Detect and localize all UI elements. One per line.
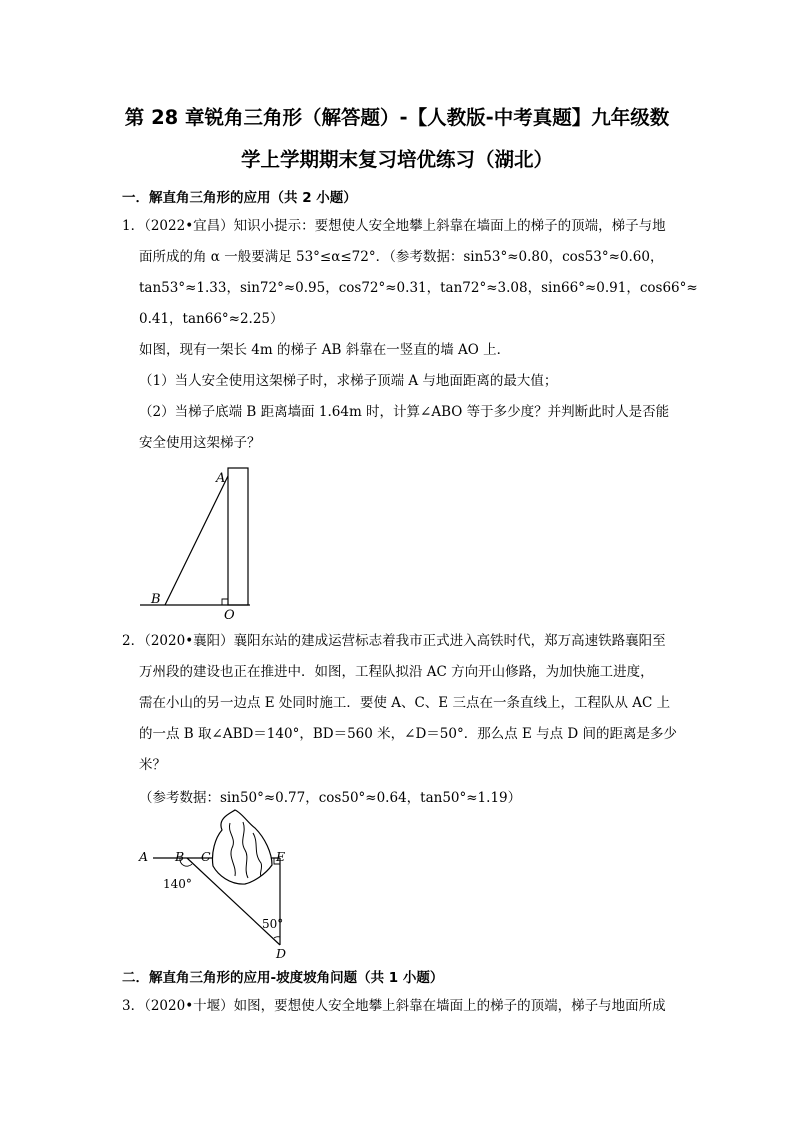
angle-arc-50 <box>274 937 280 938</box>
doc-title-line-1: 第 28 章锐角三角形（解答题）-【人教版-中考真题】九年级数 <box>124 106 670 129</box>
angle-label-50: 50° <box>262 917 284 931</box>
problem1-line: 1．（2022•宜昌）知识小提示：要想使人安全地攀上斜靠在墙面上的梯子的顶端，梯子与地 <box>122 218 666 234</box>
problem3-line: 3．（2020•十堰）如图，要想使人安全地攀上斜靠在墙面上的梯子的顶端，梯子与地面所成 <box>122 998 666 1014</box>
problem1-line: tan53°≈1.33，sin72°≈0.95，cos72°≈0.31，tan72°≈3.08，sin66°≈0.91，cos66°≈ <box>139 280 698 296</box>
label-b: B <box>151 592 161 607</box>
problem1-line: （1）当人安全使用这架梯子时，求梯子顶端 A 与地面距离的最大值； <box>139 373 558 389</box>
label-d: D <box>276 946 287 961</box>
section-heading-2: 二．解直角三角形的应用-坡度坡角问题（共 1 小题） <box>122 970 444 986</box>
label-o: O <box>224 608 235 622</box>
mountain-road-figure <box>135 808 295 963</box>
wall <box>228 468 248 605</box>
doc-title-line-2: 学上学期期末复习培优练习（湖北） <box>240 148 553 171</box>
problem2-line: 2．（2020•襄阳）襄阳东站的建成运营标志着我市正式进入高铁时代，郑万高速铁路襄阳至 <box>122 633 666 649</box>
label-a: A <box>216 471 226 486</box>
problem2-line: 米？ <box>139 757 166 773</box>
problem1-line: （2）当梯子底端 B 距离墙面 1.64m 时，计算∠ABO 等于多少度？并判断此时人是否能 <box>139 404 670 420</box>
angle-label-140: 140° <box>163 877 192 891</box>
problem2-line: 需在小山的另一边点 E 处同时施工．要使 A、C、E 三点在一条直线上，工程队从 AC 上 <box>139 695 671 711</box>
ladder-wall-figure <box>135 462 265 622</box>
mountain-outline <box>212 810 272 884</box>
problem1-line: 0.41，tan66°≈2.25） <box>139 311 284 327</box>
problem1-line: 面所成的角 α 一般要满足 53°≤α≤72°．（参考数据：sin53°≈0.80，cos53°≈0.60， <box>139 249 664 265</box>
problem1-line: 安全使用这架梯子？ <box>139 435 261 451</box>
ladder-line <box>165 476 228 605</box>
section-heading-1: 一．解直角三角形的应用（共 2 小题） <box>122 190 357 206</box>
label-b: B <box>175 849 185 864</box>
problem2-reference-data: （参考数据：sin50°≈0.77，cos50°≈0.64，tan50°≈1.19） <box>139 790 522 806</box>
problem1-line: 如图，现有一架长 4m 的梯子 AB 斜靠在一竖直的墙 AO 上． <box>139 342 511 358</box>
problem2-line: 万州段的建设也正在推进中．如图，工程队拟沿 AC 方向开山修路，为加快施工进度， <box>139 664 654 680</box>
right-angle-mark <box>222 599 228 605</box>
label-c: C <box>201 849 211 864</box>
label-a: A <box>139 849 149 864</box>
label-e: E <box>276 849 286 864</box>
problem2-line: 的一点 B 取∠ABD＝140°，BD＝560 米，∠D＝50°．那么点 E 与点 D 间的距离是多少 <box>139 726 678 742</box>
